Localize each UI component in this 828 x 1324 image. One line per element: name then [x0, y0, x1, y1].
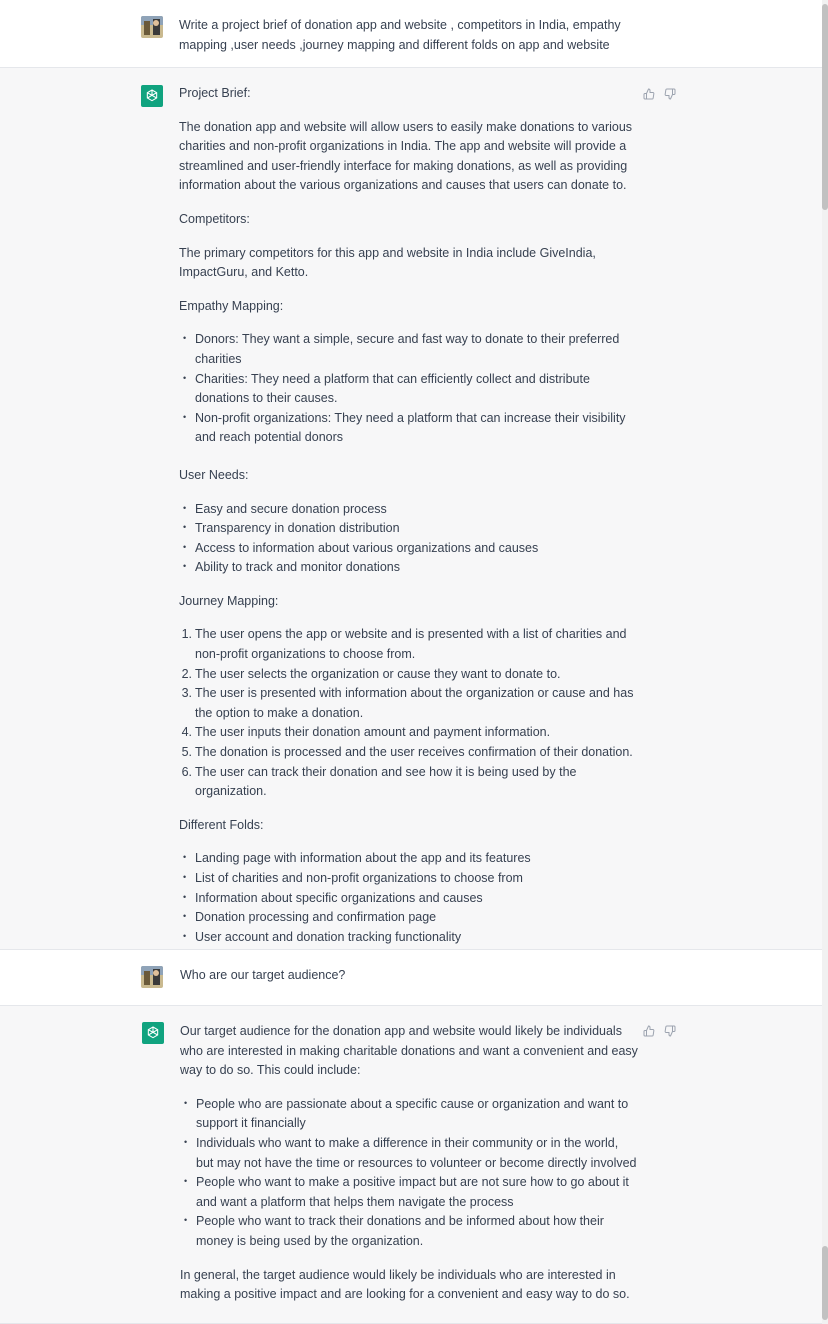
list-item: • Charities: They need a platform that can efficiently collect and distribute donations to their causes.	[195, 370, 647, 409]
folds-heading: Different Folds:	[179, 817, 264, 832]
list-item: • List of charities and non-profit organizations to choose from	[195, 869, 637, 889]
thumbs-up-icon[interactable]	[643, 87, 655, 99]
list-item: • People who want to make a positive impact but are not sure how to go about it and want a platform that helps them navigate the process	[196, 1173, 638, 1212]
scrollbar[interactable]	[822, 0, 828, 1324]
feedback-buttons	[643, 87, 676, 99]
list-item: 5. The donation is processed and the user receives confirmation of their donation.	[181, 745, 633, 760]
list-item: • Access to information about various organizations and causes	[195, 539, 637, 559]
assistant-message-2	[0, 1006, 822, 1324]
user-prompt-text	[179, 16, 649, 55]
user-needs-list	[179, 500, 637, 578]
feedback-buttons	[643, 1024, 676, 1036]
list-item: • Donors: They want a simple, secure and fast way to donate to their preferred charities	[195, 330, 647, 369]
list-item: • Non-profit organizations: They need a platform that can increase their visibility and reach potential donors	[195, 409, 647, 448]
user-avatar	[141, 16, 163, 38]
audience-list	[180, 1095, 638, 1252]
scrollbar-thumb[interactable]	[822, 4, 828, 210]
list-item: 1. The user opens the app or website and is presented with a list of charities and non-profit organizations to choose from.	[181, 627, 627, 662]
thumbs-down-icon[interactable]	[664, 87, 676, 99]
thumbs-down-icon[interactable]	[664, 1024, 676, 1036]
list-item: • People who are passionate about a specific cause or organization and want to support it financially	[196, 1095, 638, 1134]
list-item: • Information about specific organizations and causes	[195, 889, 637, 909]
assistant-response-2	[180, 1022, 638, 1319]
journey-heading: Journey Mapping:	[179, 593, 279, 608]
list-item: • Donation processing and confirmation page	[195, 908, 637, 928]
openai-logo-icon	[141, 85, 163, 107]
thumbs-up-icon[interactable]	[643, 1024, 655, 1036]
journey-list	[179, 625, 645, 801]
audience-intro: Our target audience for the donation app and website would likely be individuals who are interested in making charitable donations and want a convenient and easy way to do so. This could include:	[180, 1024, 638, 1078]
competitors-heading: Competitors:	[179, 211, 250, 226]
assistant-response-1	[179, 84, 637, 981]
list-item: • Individuals who want to make a difference in their community or in the world, but may not have the time or resources to volunteer or become directly involved	[196, 1134, 638, 1173]
empathy-list	[179, 330, 647, 448]
list-item: • Transparency in donation distribution	[195, 519, 637, 539]
project-brief-intro: The donation app and website will allow users to easily make donations to various charities and non-profit organizations in India. The app and website will provide a streamlined and user-friendly interface for making donations, as well as providing information about the various organizations and causes that users can donate to.	[179, 119, 633, 193]
scrollbar-thumb-lower[interactable]	[822, 1246, 828, 1320]
user-message-1	[0, 0, 822, 68]
audience-outro: In general, the target audience would likely be individuals who are interested in making a positive impact and are looking for a convenient and easy way to do so.	[180, 1267, 630, 1302]
user-avatar	[141, 966, 163, 988]
project-brief-heading: Project Brief:	[179, 86, 251, 100]
user-message-2	[0, 950, 822, 1006]
list-item: 3. The user is presented with information about the organization or cause and has the option to make a donation.	[181, 686, 634, 720]
user-prompt-text	[180, 966, 638, 986]
prompt-text: Write a project brief of donation app and website , competitors in India, empathy mapping ,user needs ,journey mapping and different folds on app and website	[179, 18, 621, 52]
list-item: 6. The user can track their donation and see how it is being used by the organization.	[181, 764, 577, 799]
competitors-text: The primary competitors for this app and website in India include GiveIndia, ImpactGuru, and Ketto.	[179, 245, 596, 280]
list-item: • Landing page with information about the app and its features	[195, 849, 637, 869]
list-item: • Easy and secure donation process	[195, 500, 637, 520]
list-item: 2. The user selects the organization or cause they want to donate to.	[181, 666, 561, 681]
list-item: • User account and donation tracking functionality	[195, 928, 637, 948]
assistant-message-1	[0, 68, 822, 950]
openai-logo-icon	[142, 1022, 164, 1044]
list-item: 4. The user inputs their donation amount and payment information.	[181, 725, 551, 740]
prompt-text: Who are our target audience?	[180, 968, 346, 982]
user-needs-heading: User Needs:	[179, 467, 249, 482]
list-item: • Ability to track and monitor donations	[195, 558, 637, 578]
list-item: • People who want to track their donations and be informed about how their money is being used by the organization.	[196, 1212, 638, 1251]
empathy-heading: Empathy Mapping:	[179, 298, 284, 313]
